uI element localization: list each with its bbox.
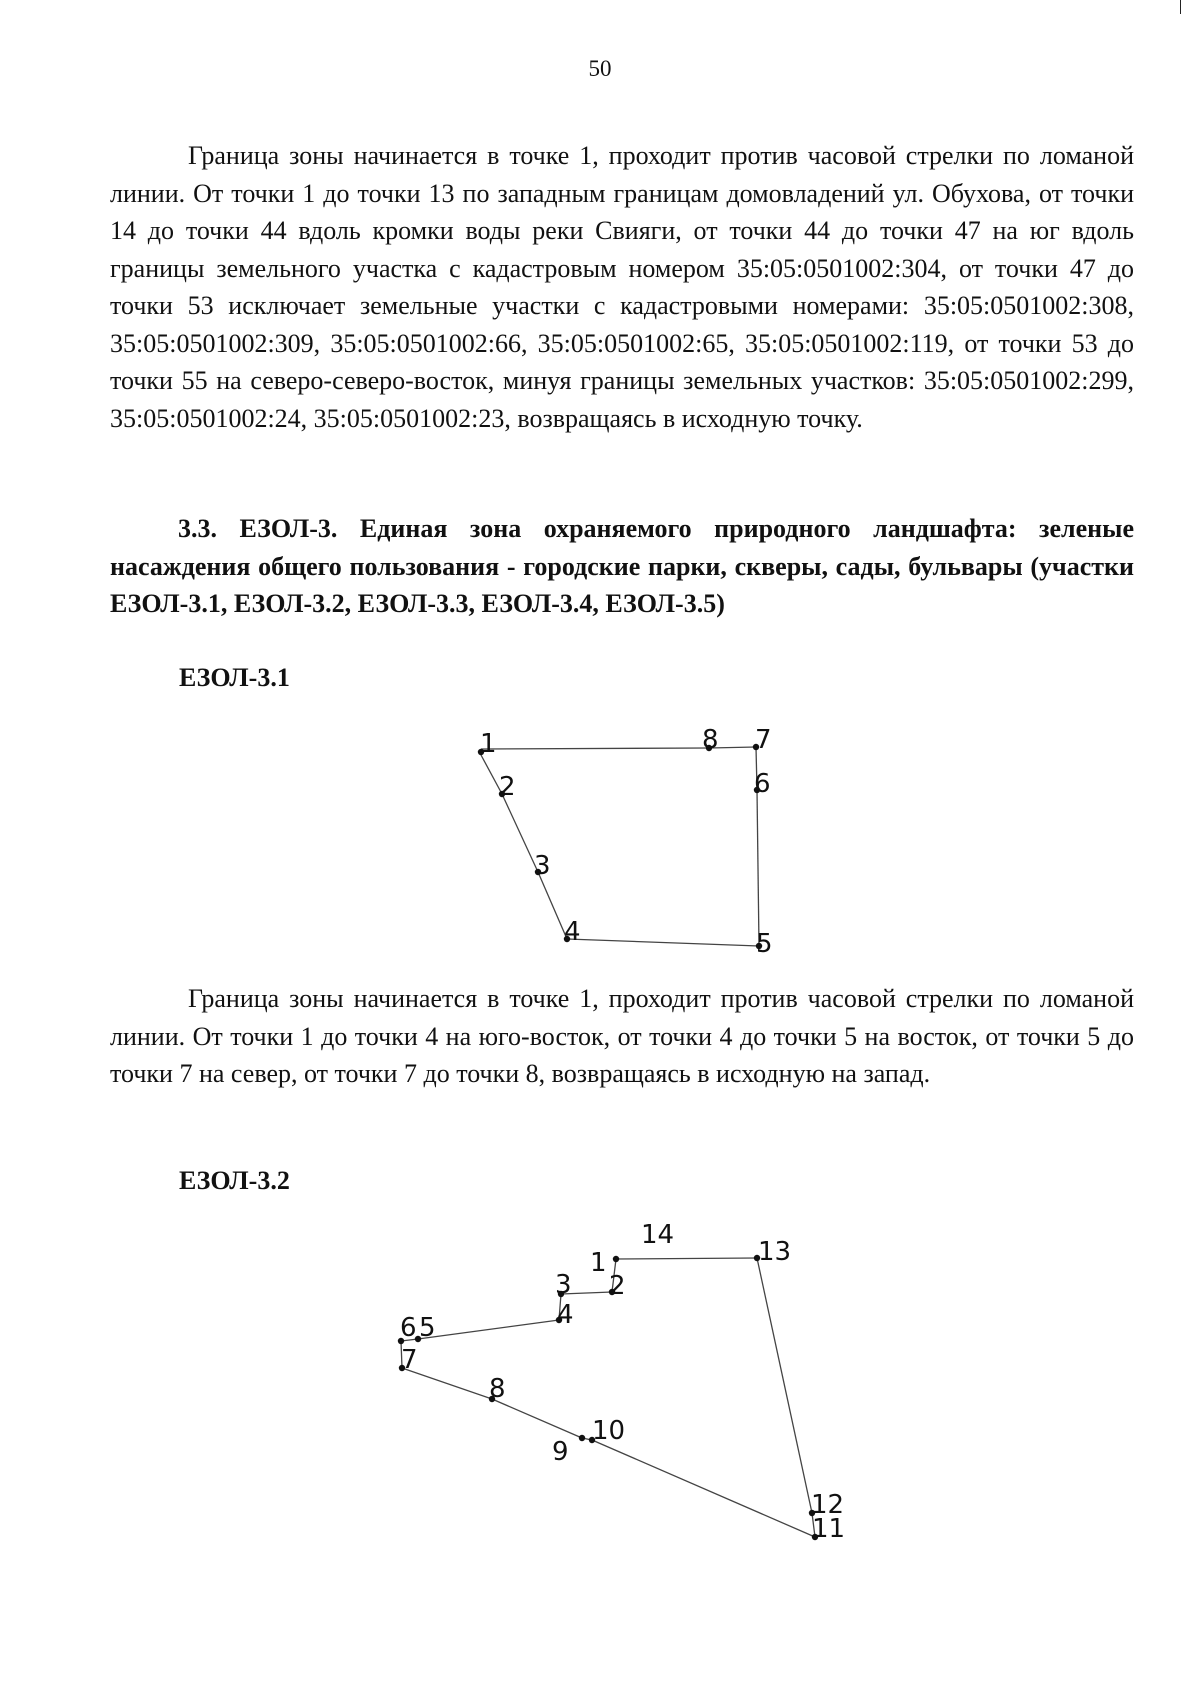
page-number: 50 xyxy=(588,56,612,81)
zone-2-boundary-lines xyxy=(401,1258,815,1537)
zone-1-label-3: 3 xyxy=(534,851,551,881)
zone-2-label-7: 7 xyxy=(401,1345,418,1375)
zone-2-point-9 xyxy=(579,1435,585,1441)
section-heading: 3.3. ЕЗОЛ-3. Единая зона охраняемого природного ландшафта: зеленые насаждения общего пользования - городские парки, скверы, сады, бульвары (участки ЕЗОЛ-3.1, ЕЗОЛ-3.2, ЕЗОЛ-3.3, ЕЗОЛ-3.4, ЕЗОЛ-3.5) xyxy=(110,514,1134,618)
zone-2-label-4: 4 xyxy=(557,1300,574,1330)
scan-corner-mark xyxy=(1180,0,1181,14)
zone-1-label-6: 6 xyxy=(754,769,771,799)
zone-2-title: ЕЗОЛ-3.2 xyxy=(179,1166,290,1195)
zone-1-boundary-lines xyxy=(481,747,759,946)
zone-1-boundary-diagram xyxy=(0,720,1200,960)
zone-2-label-12: 12 xyxy=(811,1490,845,1520)
zone-2-label-9: 9 xyxy=(552,1437,569,1467)
zone-1-label-4: 4 xyxy=(564,917,581,947)
zone-2-label-13: 13 xyxy=(758,1237,792,1267)
zone-2-label-11: 11 xyxy=(812,1514,846,1544)
zone-1-points xyxy=(478,744,762,949)
paragraph-zone-boundary: Граница зоны начинается в точке 1, проходит против часовой стрелки по ломаной линии. От точки 1 до точки 13 по западным границам домовладений ул. Обухова, от точки 14 до точки 44 вдоль кромки воды реки Свияги, от точки 44 до точки 47 на юг вдоль границы земельного участка с кадастровым номером 35:05:0501002:304, от точки 47 до точки 53 исключает земельные участки с кадастровыми номерами: 35:05:0501002:308, 35:05:0501002:309, 35:05:0501002:66, 35:05:0501002:65, 35:05:0501002:119, от точки 53 до точки 55 на северо-северо-восток, минуя границы земельных участков: 35:05:0501002:299, 35:05:0501002:24, 35:05:0501002:23, возвращаясь в исходную точку. xyxy=(110,141,1134,433)
zone-2-point-labels xyxy=(400,1220,845,1544)
zone-2-point-1 xyxy=(613,1256,619,1262)
zone-2-boundary-diagram xyxy=(0,1220,1200,1560)
zone-2-points xyxy=(398,1255,818,1540)
zone-1-label-8: 8 xyxy=(702,725,719,755)
zone-1-label-1: 1 xyxy=(480,729,497,759)
zone-1-label-5: 5 xyxy=(756,929,773,959)
zone-2-label-8: 8 xyxy=(489,1374,506,1404)
zone-2-label-6: 6 xyxy=(400,1313,417,1343)
zone-2-label-3: 3 xyxy=(555,1270,572,1300)
zone-1-label-7: 7 xyxy=(755,725,772,755)
zone-2-label-14: 14 xyxy=(641,1220,675,1250)
zone-2-label-1: 1 xyxy=(590,1248,607,1278)
zone-1-title: ЕЗОЛ-3.1 xyxy=(179,663,290,692)
zone-1-label-2: 2 xyxy=(499,772,516,802)
zone-2-label-5: 5 xyxy=(419,1313,436,1343)
zone-2-label-2: 2 xyxy=(609,1271,626,1301)
zone-1-description: Граница зоны начинается в точке 1, проходит против часовой стрелки по ломаной линии. От точки 1 до точки 4 на юго-восток, от точки 4 до точки 5 на восток, от точки 5 до точки 7 на север, от точки 7 до точки 8, возвращаясь в исходную на запад. xyxy=(110,984,1134,1088)
zone-2-label-10: 10 xyxy=(592,1416,626,1446)
